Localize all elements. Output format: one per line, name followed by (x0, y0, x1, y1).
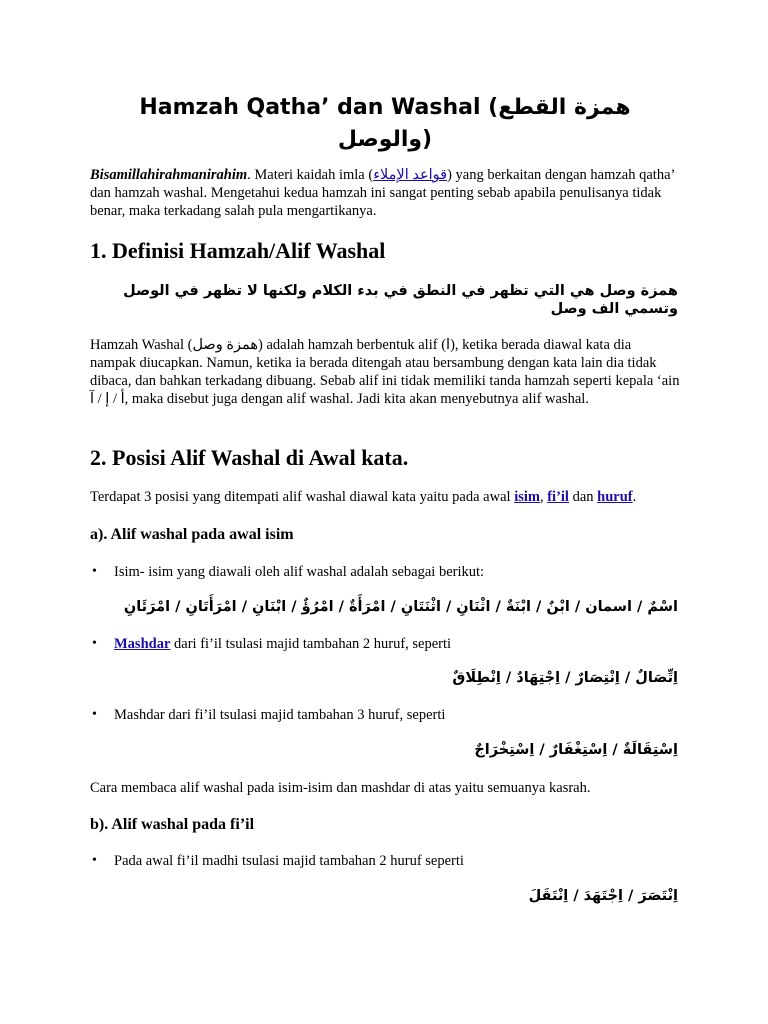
section1-heading: 1. Definisi Hamzah/Alif Washal (90, 238, 386, 263)
arabic-isim-examples: اسْمٌ / اسمان / ابْنٌ / ابْنَةٌ / اثْنَانِ / اثْنَتَانِ / امْرَأَةٌ / امْرُؤٌ / ابْنَانِ / امْرَأَتَانِ / امْرَئَانِ (123, 599, 678, 615)
separator: , (539, 489, 548, 505)
list-item (92, 852, 674, 870)
intro-paragraph (90, 166, 680, 220)
arabic-mashdar-2-examples: اِتِّصَالٌ / اِنْتِصَارٌ / اِجْتِهَادٌ / اِنْطِلَاقٌ (452, 670, 678, 686)
bullet-icon: • (92, 564, 97, 579)
list-item (92, 563, 674, 581)
closing-paragraph: Cara membaca alif washal pada isim-isim dan mashdar di atas yaitu semuanya kasrah. (90, 780, 591, 796)
page-title: Hamzah Qatha’ dan Washal (همزة القطع والوصل) (139, 95, 631, 152)
section2-intro (90, 488, 680, 506)
mashdar-link[interactable]: Mashdar (114, 636, 171, 652)
isim-link[interactable]: isim (514, 489, 540, 505)
period: . (632, 489, 637, 505)
fiil-link[interactable]: fi’il (547, 489, 569, 505)
intro-lead: Bisamillahirahmanirahim (90, 167, 248, 183)
intro-text-1: . Materi kaidah imla ( (247, 167, 374, 183)
imla-rules-link[interactable]: قواعد الإملاء (373, 167, 448, 183)
section1-paragraph: Hamzah Washal (همزة وصل) adalah hamzah berbentuk alif (ا), ketika berada diawal kata dia nampak diucapkan. Namun, ketika ia berada ditengah atau bersambung dengan kata lain dia tidak dibaca, dan bahkan terkadang dibuang. Sebab alif ini tidak memiliki tanda hamzah seperti kepala ‘ain أ / إ / آ, maka disebut juga dengan alif washal. Jadi kita akan menyebutnya alif washal. (90, 337, 680, 407)
arabic-fiil-examples: اِنْتَصَرَ / اِجْتَهَدَ / اِنْتَقَلَ (528, 888, 678, 904)
separator: dan (568, 489, 598, 505)
subsection-b-heading: b). Alif washal pada fi’il (90, 816, 255, 833)
section2-intro-text: Terdapat 3 posisi yang ditempati alif washal diawal kata yaitu pada awal (90, 489, 515, 505)
section1-arabic-definition: همزة وصل هي التي تظهر في النطق في بدء الكلام ولكنها لا تظهر في الوصل وتسمي الف وصل (123, 283, 678, 317)
intro-text-2: ) yang berkaitan dengan hamzah qatha’ dan hamzah washal. Mengetahui kedua hamzah ini sangat penting sebab apabila penulisanya tidak benar, maka terkadang salah pula mengartikanya. (90, 167, 675, 219)
list-item-text: Pada awal fi’il madhi tsulasi majid tambahan 2 huruf seperti (114, 853, 464, 869)
huruf-link[interactable]: huruf (597, 489, 633, 505)
list-item (92, 706, 674, 724)
subsection-a-heading: a). Alif washal pada awal isim (90, 526, 294, 543)
list-item-text: Mashdar dari fi’il tsulasi majid tambahan 3 huruf, seperti (114, 707, 446, 723)
bullet-icon: • (92, 853, 97, 868)
arabic-mashdar-3-examples: اِسْتِقَالَةٌ / اِسْتِغْفَارٌ / اِسْتِخْرَاجٌ (474, 742, 678, 758)
list-item-text: dari fi’il tsulasi majid tambahan 2 huruf, seperti (170, 636, 452, 652)
bullet-icon: • (92, 636, 97, 651)
section2-heading: 2. Posisi Alif Washal di Awal kata. (90, 445, 409, 470)
bullet-icon: • (92, 707, 97, 722)
list-item-text: Isim- isim yang diawali oleh alif washal adalah sebagai berikut: (114, 564, 485, 580)
list-item (92, 635, 674, 653)
